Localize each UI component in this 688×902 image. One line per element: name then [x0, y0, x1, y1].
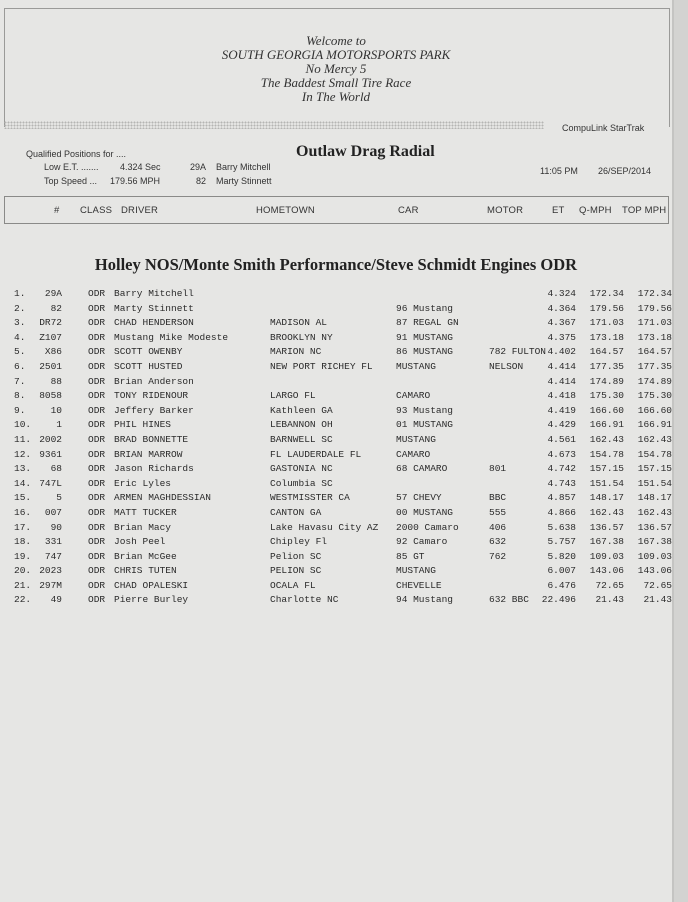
cell-q-mph: 72.65	[595, 579, 624, 591]
cell-driver: Eric Lyles	[114, 477, 172, 489]
cell-car-number: 82	[50, 302, 62, 314]
cell-hometown: MARION NC	[270, 346, 322, 358]
cell-car: 96 Mustang	[396, 302, 454, 314]
cell-et: 4.866	[547, 506, 576, 518]
cell-position: 4.	[14, 331, 26, 343]
cell-hometown: Lake Havasu City AZ	[270, 521, 379, 533]
cell-car: 85 GT	[396, 550, 425, 562]
event-tagline-2: In The World	[301, 89, 371, 104]
cell-et: 4.673	[547, 448, 576, 460]
event-tagline: The Baddest Small Tire Race	[260, 75, 412, 90]
cell-car: 2000 Camaro	[396, 521, 459, 533]
cell-hometown: Chipley Fl	[270, 536, 328, 548]
table-row	[0, 551, 672, 566]
cell-car: CHEVELLE	[396, 579, 442, 591]
table-row	[0, 361, 672, 376]
cell-car-number: 29A	[44, 288, 62, 299]
cell-q-mph: 166.91	[589, 419, 624, 431]
cell-hometown: PELION SC	[270, 565, 322, 577]
col-header-et: ET	[552, 205, 565, 216]
header-rule-top	[4, 196, 668, 197]
top-speed-car: 82	[196, 176, 207, 186]
cell-car: 01 MUSTANG	[396, 419, 454, 431]
cell-car-number: 2002	[39, 433, 62, 445]
col-header-top-mph: TOP MPH	[622, 205, 667, 216]
header-border-right	[668, 196, 669, 224]
cell-hometown: OCALA FL	[270, 579, 316, 591]
cell-top-mph: 166.60	[637, 404, 672, 416]
cell-driver: Josh Peel	[114, 536, 166, 548]
table-row	[0, 580, 672, 595]
cell-q-mph: 167.38	[589, 536, 624, 548]
cell-driver: Brian Macy	[114, 521, 172, 533]
cell-hometown: WESTMISSTER CA	[270, 492, 350, 504]
table-row	[0, 419, 672, 434]
cell-q-mph: 151.54	[589, 477, 624, 489]
cell-car: 94 Mustang	[396, 594, 454, 606]
cell-driver: Marty Stinnett	[114, 302, 194, 314]
cell-car: 86 MUSTANG	[396, 346, 454, 358]
cell-motor: BBC	[489, 492, 507, 504]
table-row	[0, 449, 672, 464]
cell-car: MUSTANG	[396, 433, 436, 445]
cell-position: 8.	[14, 390, 26, 402]
cell-q-mph: 175.30	[589, 390, 624, 402]
cell-top-mph: 177.35	[637, 360, 672, 372]
cell-car: 68 CAMARO	[396, 463, 448, 475]
cell-driver: Jason Richards	[114, 463, 194, 475]
cell-et: 4.375	[547, 331, 576, 343]
cell-car-number: X86	[44, 346, 62, 358]
report-time: 11:05 PM	[540, 166, 578, 176]
low-et-value: 4.324 Sec	[120, 162, 161, 172]
cell-car-number: 747	[44, 550, 62, 562]
cell-driver: CHAD HENDERSON	[114, 317, 194, 329]
cell-q-mph: 162.43	[589, 506, 624, 518]
cell-q-mph: 148.17	[589, 492, 624, 504]
cell-top-mph: 151.54	[637, 477, 672, 489]
cell-car: MUSTANG	[396, 360, 436, 372]
cell-car: MUSTANG	[396, 565, 436, 577]
cell-class: ODR	[88, 419, 106, 431]
cell-et: 4.419	[547, 404, 576, 416]
table-row	[0, 434, 672, 449]
table-row	[0, 317, 672, 332]
cell-driver: Brian Anderson	[114, 375, 194, 387]
cell-car: 91 MUSTANG	[396, 331, 454, 343]
top-speed-value: 179.56 MPH	[110, 176, 161, 186]
cell-class: ODR	[88, 550, 106, 562]
cell-et: 5.757	[547, 536, 576, 548]
cell-top-mph: 162.43	[637, 433, 672, 445]
cell-position: 21.	[14, 579, 32, 591]
cell-q-mph: 174.89	[589, 375, 624, 387]
cell-car-number: 5	[56, 492, 62, 504]
cell-et: 4.364	[547, 302, 576, 314]
cell-top-mph: 109.03	[637, 550, 672, 562]
cell-motor: 406	[489, 521, 507, 533]
cell-car: 87 REGAL GN	[396, 317, 459, 329]
cell-class: ODR	[88, 302, 106, 314]
cell-hometown: FL LAUDERDALE FL	[270, 448, 362, 460]
table-row	[0, 478, 672, 493]
cell-car: CAMARO	[396, 390, 431, 402]
cell-class: ODR	[88, 565, 106, 577]
cell-position: 18.	[14, 536, 32, 548]
cell-hometown: LEBANNON OH	[270, 419, 333, 431]
cell-top-mph: 157.15	[637, 463, 672, 475]
cell-q-mph: 143.06	[589, 565, 624, 577]
col-header-number: #	[54, 205, 60, 216]
table-row	[0, 536, 672, 551]
cell-position: 1.	[14, 288, 26, 299]
cell-position: 11.	[14, 433, 32, 445]
cell-q-mph: 177.35	[589, 360, 624, 372]
cell-driver: Mustang Mike Modeste	[114, 331, 229, 343]
cell-car-number: 10	[50, 404, 62, 416]
col-header-motor: MOTOR	[487, 205, 524, 216]
cell-car-number: 747L	[39, 477, 62, 489]
cell-driver: SCOTT HUSTED	[114, 360, 183, 372]
dotted-separator	[4, 121, 544, 129]
cell-et: 22.496	[541, 594, 576, 606]
results-table	[0, 288, 672, 609]
qualified-positions-label: Qualified Positions for ....	[26, 149, 127, 159]
cell-driver: Brian McGee	[114, 550, 177, 562]
cell-top-mph: 172.34	[637, 288, 672, 299]
cell-class: ODR	[88, 390, 106, 402]
cell-class: ODR	[88, 317, 106, 329]
table-row	[0, 390, 672, 405]
cell-driver: Jeffery Barker	[114, 404, 194, 416]
table-row	[0, 522, 672, 537]
track-name: SOUTH GEORGIA MOTORSPORTS PARK	[221, 47, 451, 62]
cell-position: 14.	[14, 477, 32, 489]
cell-top-mph: 167.38	[637, 536, 672, 548]
cell-position: 15.	[14, 492, 32, 504]
cell-position: 13.	[14, 463, 32, 475]
cell-car-number: Z107	[39, 331, 62, 343]
welcome-line: Welcome to	[306, 33, 366, 48]
cell-car: 92 Camaro	[396, 536, 448, 548]
top-speed-label: Top Speed ...	[44, 176, 98, 186]
table-row	[0, 594, 672, 609]
table-row	[0, 346, 672, 361]
cell-motor: NELSON	[489, 360, 524, 372]
cell-et: 4.402	[547, 346, 576, 358]
cell-class: ODR	[88, 448, 106, 460]
cell-car-number: 007	[44, 506, 62, 518]
cell-class: ODR	[88, 594, 106, 606]
col-header-driver: DRIVER	[121, 205, 159, 216]
cell-class: ODR	[88, 433, 106, 445]
cell-car-number: 9361	[39, 448, 62, 460]
cell-class: ODR	[88, 360, 106, 372]
cell-top-mph: 166.91	[637, 419, 672, 431]
cell-class: ODR	[88, 477, 106, 489]
cell-motor: 762	[489, 550, 507, 562]
cell-car: 93 Mustang	[396, 404, 454, 416]
cell-hometown: Columbia SC	[270, 477, 333, 489]
cell-q-mph: 154.78	[589, 448, 624, 460]
cell-et: 4.742	[547, 463, 576, 475]
cell-et: 4.857	[547, 492, 576, 504]
cell-class: ODR	[88, 288, 106, 299]
cell-q-mph: 162.43	[589, 433, 624, 445]
cell-car-number: 331	[44, 536, 62, 548]
table-row	[0, 405, 672, 420]
table-row	[0, 288, 672, 303]
cell-top-mph: 162.43	[637, 506, 672, 518]
header-rule-bottom	[4, 223, 668, 224]
cell-position: 9.	[14, 404, 26, 416]
cell-position: 17.	[14, 521, 32, 533]
cell-q-mph: 157.15	[589, 463, 624, 475]
cell-top-mph: 174.89	[637, 375, 672, 387]
cell-car-number: 297M	[39, 579, 62, 591]
cell-position: 3.	[14, 317, 26, 329]
timing-system-label: CompuLink StarTrak	[562, 123, 645, 133]
cell-q-mph: 109.03	[589, 550, 624, 562]
cell-hometown: BARNWELL SC	[270, 433, 333, 445]
cell-hometown: CANTON GA	[270, 506, 322, 518]
cell-et: 4.414	[547, 360, 576, 372]
cell-car-number: 2501	[39, 360, 62, 372]
cell-driver: ARMEN MAGHDESSIAN	[114, 492, 211, 504]
cell-position: 19.	[14, 550, 32, 562]
cell-driver: BRIAN MARROW	[114, 448, 183, 460]
cell-class: ODR	[88, 463, 106, 475]
cell-position: 10.	[14, 419, 32, 431]
cell-class: ODR	[88, 404, 106, 416]
cell-position: 12.	[14, 448, 32, 460]
cell-q-mph: 166.60	[589, 404, 624, 416]
col-header-qmph: Q-MPH	[579, 205, 612, 216]
cell-car-number: 8058	[39, 390, 62, 402]
cell-et: 4.561	[547, 433, 576, 445]
cell-hometown: Pelion SC	[270, 550, 322, 562]
cell-hometown: BROOKLYN NY	[270, 331, 333, 343]
cell-class: ODR	[88, 375, 106, 387]
cell-car-number: 68	[50, 463, 62, 475]
cell-top-mph: 136.57	[637, 521, 672, 533]
cell-position: 7.	[14, 375, 26, 387]
cell-hometown: LARGO FL	[270, 390, 316, 402]
cell-motor: 801	[489, 463, 507, 475]
cell-et: 4.414	[547, 375, 576, 387]
cell-et: 4.743	[547, 477, 576, 489]
cell-et: 6.476	[547, 579, 576, 591]
cell-et: 4.324	[547, 288, 576, 299]
cell-hometown: Kathleen GA	[270, 404, 333, 416]
cell-car-number: DR72	[39, 317, 62, 329]
cell-position: 20.	[14, 565, 32, 577]
cell-class: ODR	[88, 492, 106, 504]
cell-driver: CHRIS TUTEN	[114, 565, 177, 577]
cell-motor: 632 BBC	[489, 594, 529, 606]
cell-car-number: 49	[50, 594, 62, 606]
cell-hometown: MADISON AL	[270, 317, 328, 329]
cell-driver: Barry Mitchell	[114, 288, 194, 299]
cell-top-mph: 164.57	[637, 346, 672, 358]
col-header-hometown: HOMETOWN	[256, 205, 315, 216]
cell-car-number: 90	[50, 521, 62, 533]
event-name: No Mercy 5	[305, 61, 367, 76]
cell-class: ODR	[88, 331, 106, 343]
low-et-label: Low E.T. .......	[44, 162, 99, 172]
header-border-left	[4, 196, 5, 224]
cell-hometown: GASTONIA NC	[270, 463, 333, 475]
cell-hometown: NEW PORT RICHEY FL	[270, 360, 373, 372]
cell-driver: SCOTT OWENBY	[114, 346, 183, 358]
cell-top-mph: 148.17	[637, 492, 672, 504]
cell-q-mph: 179.56	[589, 302, 624, 314]
cell-et: 4.429	[547, 419, 576, 431]
cell-driver: MATT TUCKER	[114, 506, 177, 518]
cell-q-mph: 173.18	[589, 331, 624, 343]
cell-position: 2.	[14, 302, 26, 314]
cell-et: 5.820	[547, 550, 576, 562]
table-row	[0, 565, 672, 580]
cell-car-number: 88	[50, 375, 62, 387]
cell-motor: 632	[489, 536, 507, 548]
top-speed-driver: Marty Stinnett	[216, 176, 272, 186]
cell-driver: BRAD BONNETTE	[114, 433, 189, 445]
cell-class: ODR	[88, 579, 106, 591]
cell-car: 57 CHEVY	[396, 492, 442, 504]
sponsor-class-title: Holley NOS/Monte Smith Performance/Steve Schmidt Engines ODR	[94, 255, 578, 274]
cell-q-mph: 21.43	[595, 594, 624, 606]
report-date: 26/SEP/2014	[598, 166, 652, 176]
cell-top-mph: 175.30	[637, 390, 672, 402]
cell-car-number: 1	[56, 419, 62, 431]
cell-top-mph: 72.65	[643, 579, 672, 591]
low-et-driver: Barry Mitchell	[216, 162, 271, 172]
cell-q-mph: 171.03	[589, 317, 624, 329]
cell-driver: PHIL HINES	[114, 419, 172, 431]
cell-top-mph: 154.78	[637, 448, 672, 460]
cell-car: CAMARO	[396, 448, 431, 460]
cell-car-number: 2023	[39, 565, 62, 577]
col-header-car: CAR	[398, 205, 419, 216]
cell-car: 00 MUSTANG	[396, 506, 454, 518]
cell-hometown: Charlotte NC	[270, 594, 339, 606]
cell-et: 5.638	[547, 521, 576, 533]
table-row	[0, 492, 672, 507]
cell-driver: Pierre Burley	[114, 594, 189, 606]
cell-class: ODR	[88, 346, 106, 358]
cell-position: 22.	[14, 594, 32, 606]
cell-et: 6.007	[547, 565, 576, 577]
table-row	[0, 463, 672, 478]
cell-top-mph: 173.18	[637, 331, 672, 343]
table-row	[0, 303, 672, 318]
cell-driver: TONY RIDENOUR	[114, 390, 189, 402]
cell-q-mph: 172.34	[589, 288, 624, 299]
cell-q-mph: 164.57	[589, 346, 624, 358]
cell-et: 4.418	[547, 390, 576, 402]
col-header-class: CLASS	[80, 205, 113, 216]
cell-top-mph: 143.06	[637, 565, 672, 577]
cell-top-mph: 171.03	[637, 317, 672, 329]
table-row	[0, 332, 672, 347]
cell-class: ODR	[88, 536, 106, 548]
table-row	[0, 376, 672, 391]
cell-position: 16.	[14, 506, 32, 518]
event-class-title: Outlaw Drag Radial	[296, 143, 435, 160]
low-et-car: 29A	[190, 162, 207, 172]
cell-motor: 782 FULTON	[489, 346, 547, 358]
cell-class: ODR	[88, 521, 106, 533]
cell-et: 4.367	[547, 317, 576, 329]
cell-class: ODR	[88, 506, 106, 518]
cell-q-mph: 136.57	[589, 521, 624, 533]
cell-driver: CHAD OPALESKI	[114, 579, 189, 591]
cell-top-mph: 179.56	[637, 302, 672, 314]
table-row	[0, 507, 672, 522]
cell-position: 5.	[14, 346, 26, 358]
cell-top-mph: 21.43	[643, 594, 672, 606]
cell-position: 6.	[14, 360, 26, 372]
cell-motor: 555	[489, 506, 507, 518]
